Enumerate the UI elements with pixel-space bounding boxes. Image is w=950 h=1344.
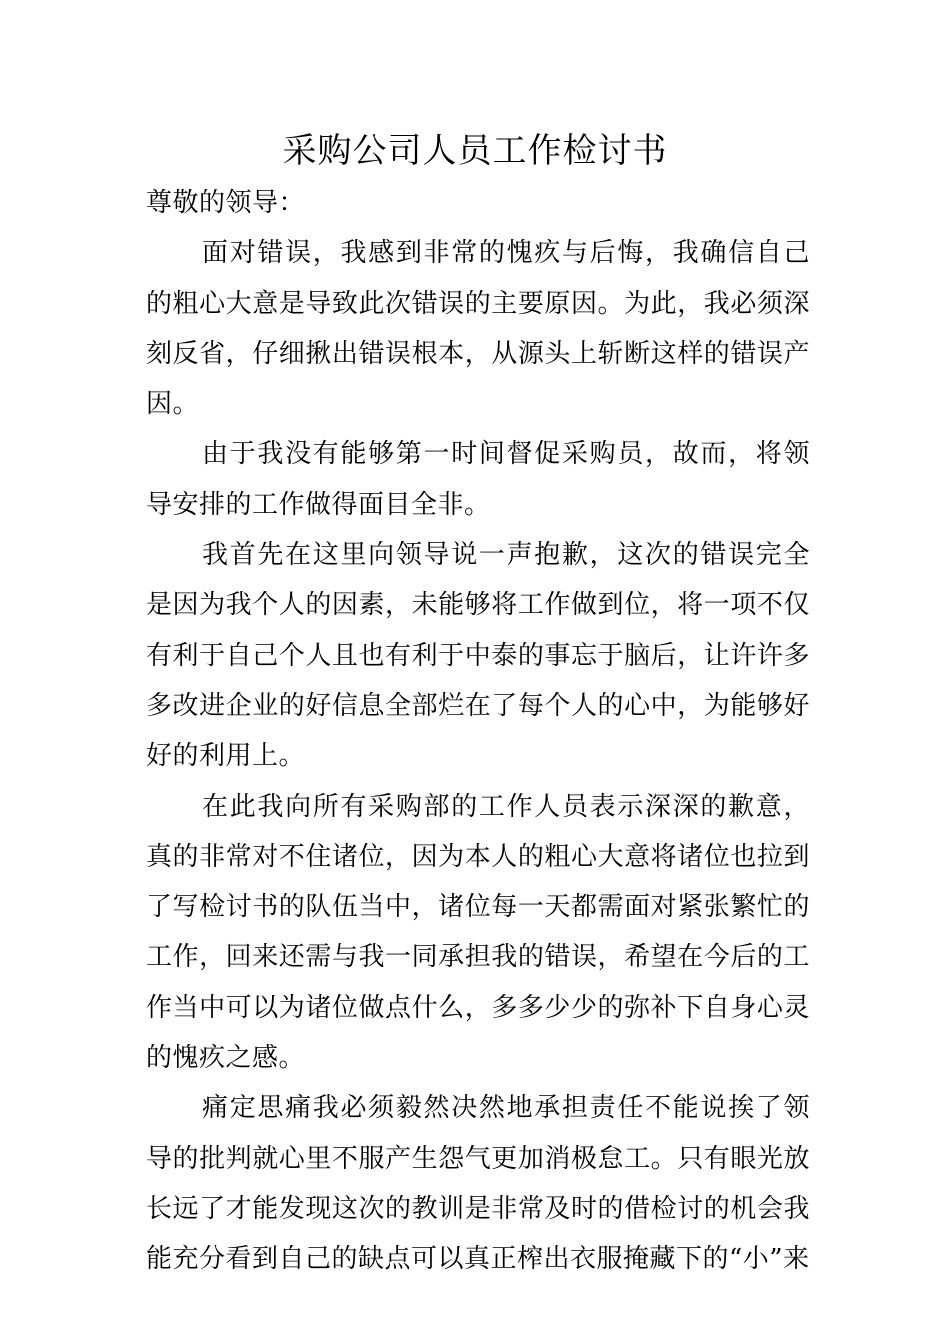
paragraph-5: 痛定思痛我必须毅然决然地承担责任不能说挨了领导的批判就心里不服产生怨气更加消极怠工。只有眼光放长远了才能发现这次的教训是非常及时的借检讨的机会我能充分看到自己的缺点可以真正榨出衣服掩藏下的“小”来 [146,1093,810,1275]
paragraph-3: 我首先在这里向领导说一声抱歉，这次的错误完全是因为我个人的因素，未能够将工作做到位，将一项不仅有利于自己个人且也有利于中泰的事忘于脑后，让许许多多改进企业的好信息全部烂在了每个人的心中，为能够好好的利用上。 [146,540,810,772]
paragraph-2: 由于我没有能够第一时间督促采购员，故而，将领导安排的工作做得面目全非。 [146,439,810,520]
paragraph-4: 在此我向所有采购部的工作人员表示深深的歉意，真的非常对不住诸位，因为本人的粗心大意将诸位也拉到了写检讨书的队伍当中，诸位每一天都需面对紧张繁忙的工作，回来还需与我一同承担我的错误，希望在今后的工作当中可以为诸位做点什么，多多少少的弥补下自身心灵的愧疚之感。 [146,791,810,1074]
salutation: 尊敬的领导： [146,188,306,218]
document-title: 采购公司人员工作检讨书 [282,131,668,171]
paragraph-1: 面对错误，我感到非常的愧疚与后悔，我确信自己的粗心大意是导致此次错误的主要原因。为此，我必须深刻反省，仔细揪出错误根本，从源头上斩断这样的错误产因。 [146,238,810,420]
document-body [146,178,810,1285]
